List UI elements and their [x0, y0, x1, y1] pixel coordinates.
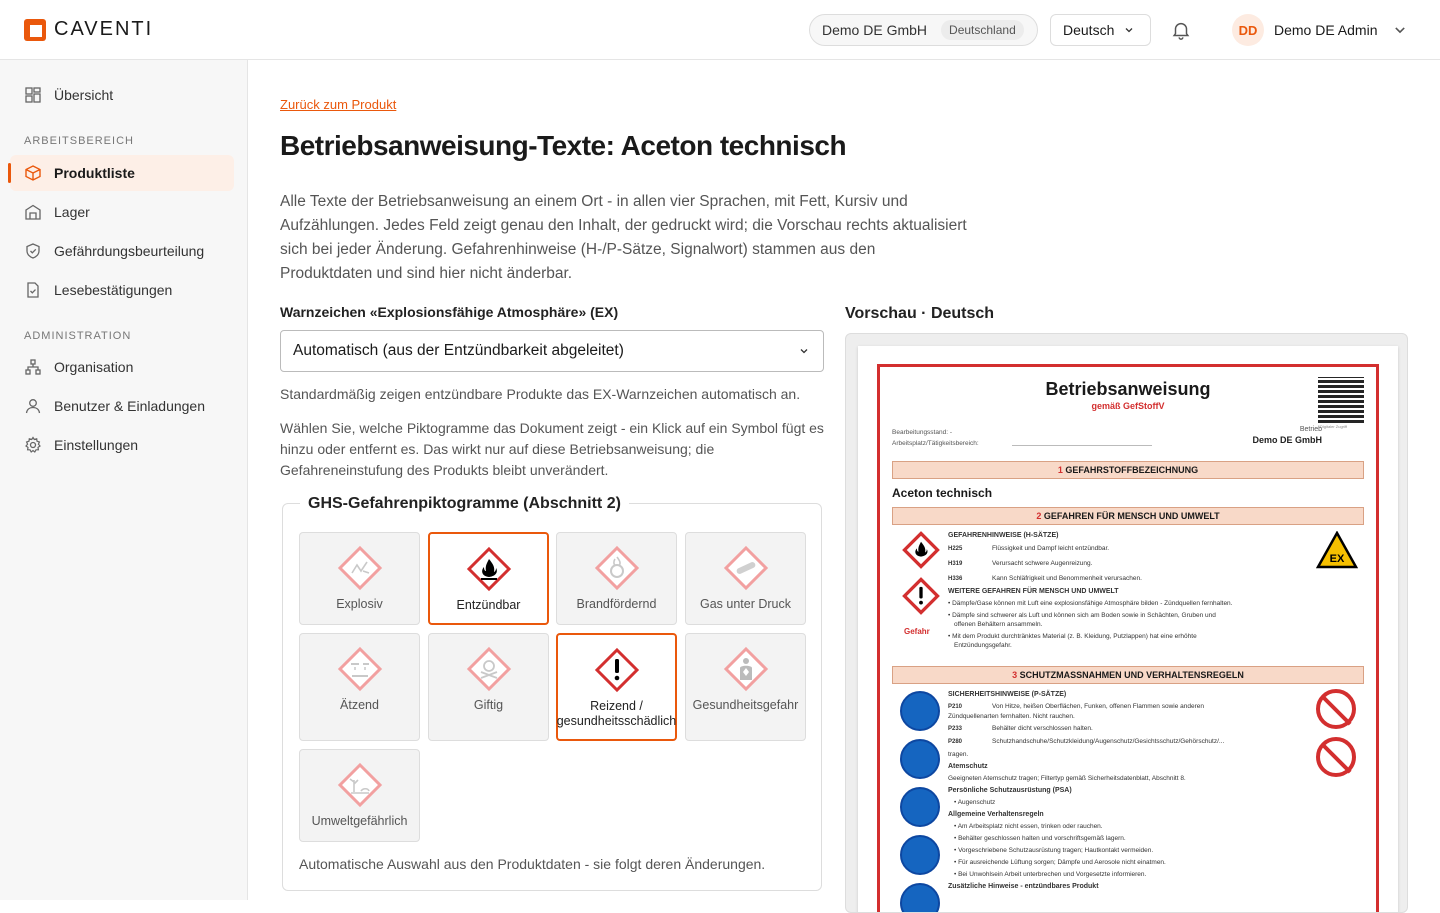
- pictogram-label: Reizend / gesundheitsschädlich: [556, 699, 677, 728]
- pictogram-label: Gesundheitsgefahr: [692, 698, 799, 712]
- no-open-flame-icon: [1316, 689, 1356, 729]
- respiratory-text: Geeigneten Atemschutz tragen; Filtertyp gemäß Sicherheitsdatenblatt, Abschnitt 8.: [948, 775, 1186, 782]
- section-number: 1: [1057, 465, 1063, 475]
- section-3-bar: [892, 666, 1364, 684]
- sidebar-item-lesebestaetigungen[interactable]: [10, 272, 234, 308]
- section-title: SCHUTZMASSNAHMEN UND VERHALTENSREGELN: [1019, 670, 1244, 680]
- respirator-icon: [900, 739, 940, 779]
- general-rules-heading: Allgemeine Verhaltensregeln: [948, 811, 1044, 818]
- section-title: GEFAHREN FÜR MENSCH UND UMWELT: [1043, 511, 1220, 521]
- preview-document: [858, 346, 1398, 913]
- hazard-bullet: • Dämpfe sind schwerer als Luft und können sich am Boden sowie in Schächten, Gruben und: [948, 612, 1216, 619]
- pictogram-gas-unter-druck[interactable]: [685, 532, 806, 625]
- no-smoking-icon: [1316, 737, 1356, 777]
- h-statements: [948, 531, 1142, 584]
- sidebar-item-label: Produktliste: [54, 165, 135, 181]
- ghs-flame-icon: [466, 546, 512, 592]
- preview-panel[interactable]: [845, 333, 1408, 913]
- h-statements-heading: GEFAHRENHINWEISE (H-SÄTZE): [948, 532, 1059, 539]
- further-hazards-heading: WEITERE GEFAHREN FÜR MENSCH UND UMWELT: [948, 588, 1119, 595]
- pictogram-explosiv[interactable]: [299, 532, 420, 625]
- p-code: P210: [948, 704, 963, 710]
- pictogram-brandfoerdernd[interactable]: [556, 532, 677, 625]
- sidebar-item-produktliste[interactable]: [10, 155, 234, 191]
- pictogram-label: Brandfördernd: [576, 597, 657, 611]
- ppe-icon: [900, 883, 940, 913]
- eye-protection-icon: [900, 691, 940, 731]
- rule-bullet: • Für ausreichende Lüftung sorgen; Dämpfe und Aerosole nicht einatmen.: [954, 859, 1166, 866]
- ghs-health-hazard-icon: [723, 646, 769, 692]
- sidebar-item-label: Einstellungen: [54, 437, 139, 453]
- org-name: Demo DE GmbH: [822, 22, 928, 38]
- pictogram-entzuendbar[interactable]: [428, 532, 549, 625]
- meta-divider: [1012, 445, 1152, 446]
- signal-word: Gefahr: [904, 627, 930, 636]
- ghs-corrosive-icon: [337, 646, 383, 692]
- p-statements: [948, 690, 1308, 891]
- sidebar-item-benutzer[interactable]: [10, 388, 234, 424]
- dashboard-icon: [24, 86, 42, 104]
- chevron-down-icon: [1124, 25, 1134, 35]
- section-number: 2: [1036, 511, 1042, 521]
- org-switcher[interactable]: [809, 14, 1038, 46]
- box-icon: [24, 164, 42, 182]
- ghs-pictogram-legend: GHS-Gefahrenpiktogramme (Abschnitt 2): [300, 495, 629, 513]
- top-header: [0, 0, 1440, 60]
- rule-bullet: • Vorgeschriebene Schutzausrüstung tragen; Hautkontakt vermeiden.: [954, 847, 1154, 854]
- pictogram-gesundheitsgefahr[interactable]: [685, 633, 806, 741]
- p-text: Von Hitze, heißen Oberflächen, Funken, offenen Flammen sowie anderen: [992, 703, 1204, 710]
- back-to-product-link[interactable]: Zurück zum Produkt: [280, 97, 397, 112]
- p-text: tragen.: [948, 751, 969, 758]
- document-product-name: Aceton technisch: [892, 486, 993, 500]
- p-code: P233: [948, 726, 963, 732]
- pictogram-label: Entzündbar: [456, 598, 521, 612]
- document-meta-left: [892, 427, 979, 449]
- pictogram-reizend[interactable]: [556, 633, 677, 741]
- ppe-heading: Persönliche Schutzausrüstung (PSA): [948, 787, 1072, 794]
- meta-company: Demo DE GmbH: [1252, 435, 1322, 445]
- p-text: Behälter dicht verschlossen halten.: [992, 725, 1093, 732]
- sidebar-item-label: Lesebestätigungen: [54, 282, 173, 298]
- section-heading-administration: ADMINISTRATION: [24, 330, 132, 342]
- section-title: GEFAHRSTOFFBEZEICHNUNG: [1065, 465, 1199, 475]
- respiratory-heading: Atemschutz: [948, 763, 988, 770]
- logo-mark-icon: [24, 19, 46, 41]
- page-title: Betriebsanweisung-Texte: Aceton technisch: [280, 130, 847, 161]
- section-1-bar: [892, 461, 1364, 479]
- chevron-down-icon: [1393, 23, 1407, 37]
- protective-suit-icon: [900, 835, 940, 875]
- hazard-bullet: • Mit dem Produkt durchtränktes Material (z. B. Kleidung, Putzlappen) hat eine erhöhte: [948, 633, 1197, 640]
- sidebar-item-label: Organisation: [54, 359, 134, 375]
- meta-status: Bearbeitungsstand: -: [892, 429, 952, 436]
- meta-workplace: Arbeitsplatz/Tätigkeitsbereich:: [892, 440, 979, 447]
- pictogram-label: Ätzend: [340, 698, 379, 712]
- sidebar-item-label: Lager: [54, 204, 90, 220]
- ppe-text: • Augenschutz: [954, 799, 996, 806]
- section-2-bar: [892, 507, 1364, 525]
- user-icon: [24, 397, 42, 415]
- section-heading-workspace: ARBEITSBEREICH: [24, 135, 134, 147]
- qr-code-icon: [1318, 377, 1364, 423]
- meta-company-label: Betrieb: [1299, 426, 1322, 433]
- document-frame: [877, 364, 1379, 913]
- sidebar-item-overview[interactable]: [10, 77, 234, 113]
- extra-heading: Zusätzliche Hinweise - entzündbares Produkt: [948, 883, 1099, 890]
- p-text: Zündquellenarten fernhalten. Nicht rauchen.: [948, 713, 1075, 720]
- pictogram-label: Explosiv: [336, 597, 383, 611]
- pictogram-umweltgefaehrlich[interactable]: [299, 749, 420, 842]
- section-number: 3: [1012, 670, 1018, 680]
- p-text: Schutzhandschuhe/Schutzkleidung/Augenschutz/Gesichtsschutz/Gehörschutz/...: [992, 738, 1225, 745]
- preview-label: Vorschau · Deutsch: [845, 305, 995, 322]
- pictogram-label: Umweltgefährlich: [311, 814, 408, 828]
- ex-help-text: Standardmäßig zeigen entzündbare Produkte das EX-Warnzeichen automatisch an.: [280, 386, 801, 402]
- ex-warning-label: Warnzeichen «Explosionsfähige Atmosphäre» (EX): [280, 304, 619, 320]
- auto-selection-note: Automatische Auswahl aus den Produktdaten - sie folgt deren Änderungen.: [299, 856, 766, 872]
- ghs-exclamation-icon: [902, 577, 940, 615]
- sidebar-item-einstellungen[interactable]: [10, 427, 234, 463]
- ex-warning-text: EX: [1329, 553, 1345, 565]
- ghs-skull-icon: [466, 646, 512, 692]
- ex-warning-select[interactable]: [280, 330, 824, 372]
- ghs-gas-cylinder-icon: [723, 545, 769, 591]
- ghs-environment-icon: [337, 762, 383, 808]
- h-code: H336: [948, 576, 963, 582]
- sidebar-item-gefaehrdungsbeurteilung[interactable]: [10, 233, 234, 269]
- shield-check-icon: [24, 242, 42, 260]
- sidebar-item-lager[interactable]: [10, 194, 234, 230]
- document-title: Betriebsanweisung: [1045, 379, 1211, 399]
- ghs-explosive-icon: [337, 545, 383, 591]
- pictogram-aetzend[interactable]: [299, 633, 420, 741]
- hazard-bullet: • Dämpfe/Gase können mit Luft eine explosionsfähige Atmosphäre bilden - Zündquellen fernhalten.: [948, 600, 1233, 607]
- p-statements-heading: SICHERHEITSHINWEISE (P-SÄTZE): [948, 691, 1067, 698]
- p-code: P280: [948, 739, 963, 745]
- brand-name: CAVENTI: [54, 18, 154, 40]
- sidebar-item-label: Benutzer & Einladungen: [54, 398, 205, 414]
- ex-warning-value: Automatisch (aus der Entzündbarkeit abgeleitet): [293, 342, 624, 359]
- sidebar-item-label: Gefährdungsbeurteilung: [54, 243, 205, 259]
- sidebar-item-label: Übersicht: [54, 87, 114, 103]
- org-chart-icon: [24, 358, 42, 376]
- brand-logo[interactable]: [24, 18, 153, 41]
- org-country-badge: Deutschland: [941, 20, 1024, 40]
- ghs-oxidizer-icon: [594, 545, 640, 591]
- h-text: Kann Schläfrigkeit und Benommenheit verursachen.: [992, 575, 1142, 582]
- bell-icon[interactable]: [1170, 19, 1192, 41]
- warehouse-icon: [24, 203, 42, 221]
- pictogram-label: Giftig: [473, 698, 504, 712]
- user-name: Demo DE Admin: [1274, 22, 1378, 38]
- gloves-icon: [900, 787, 940, 827]
- chevron-down-icon: [799, 346, 809, 356]
- rule-bullet: • Bei Unwohlsein Arbeit unterbrechen und Vorgesetzte informieren.: [954, 871, 1147, 878]
- ghs-exclamation-icon: [594, 647, 640, 693]
- pictogram-help-text: Wählen Sie, welche Piktogramme das Dokument zeigt - ein Klick auf ein Symbol fügt es hinzu oder entfernt es. Das wirkt nur auf diese Betriebsanweisung; die Gefahreneinstufung des Produkts bleibt unverändert.: [280, 420, 824, 478]
- document-meta-right: [1252, 424, 1322, 447]
- further-hazards: [948, 587, 1232, 650]
- h-code: H225: [948, 546, 963, 552]
- qr-caption: Digitaler Zugriff: [1320, 424, 1348, 429]
- intro-text: Alle Texte der Betriebsanweisung an einem Ort - in allen vier Sprachen, mit Fett, Kursiv und Aufzählungen. Jedes Feld zeigt genau den Inhalt, der gedruckt wird; die Vorschau rechts aktualisiert sich bei jeder Änderung. Gefahrenhinweise (H-/P-Sätze, Signalwort) stammen aus den Produktdaten und sind hier nicht änderbar.: [280, 193, 967, 282]
- sidebar-item-organisation[interactable]: [10, 349, 234, 385]
- ghs-flame-icon: [902, 531, 940, 569]
- pictogram-label: Gas unter Druck: [699, 597, 791, 611]
- document-check-icon: [24, 281, 42, 299]
- gear-icon: [24, 436, 42, 454]
- hazard-bullet: Entzündungsgefahr.: [954, 642, 1012, 649]
- ex-warning-icon: [1316, 531, 1358, 569]
- document-subtitle: gemäß GefStoffV: [1091, 401, 1165, 411]
- language-select[interactable]: [1050, 14, 1151, 46]
- sidebar: [0, 60, 248, 900]
- hazard-bullet: offenen Behältern ansammeln.: [954, 621, 1043, 628]
- h-text: Verursacht schwere Augenreizung.: [992, 560, 1093, 567]
- h-code: H319: [948, 561, 963, 567]
- pictogram-giftig[interactable]: [428, 633, 549, 741]
- rule-bullet: • Behälter geschlossen halten und vorschriftsgemäß lagern.: [954, 835, 1126, 842]
- user-menu[interactable]: [1232, 14, 1407, 46]
- language-value: Deutsch: [1063, 22, 1115, 38]
- h-text: Flüssigkeit und Dampf leicht entzündbar.: [992, 545, 1110, 552]
- avatar: DD: [1232, 14, 1264, 46]
- rule-bullet: • Am Arbeitsplatz nicht essen, trinken oder rauchen.: [954, 823, 1103, 830]
